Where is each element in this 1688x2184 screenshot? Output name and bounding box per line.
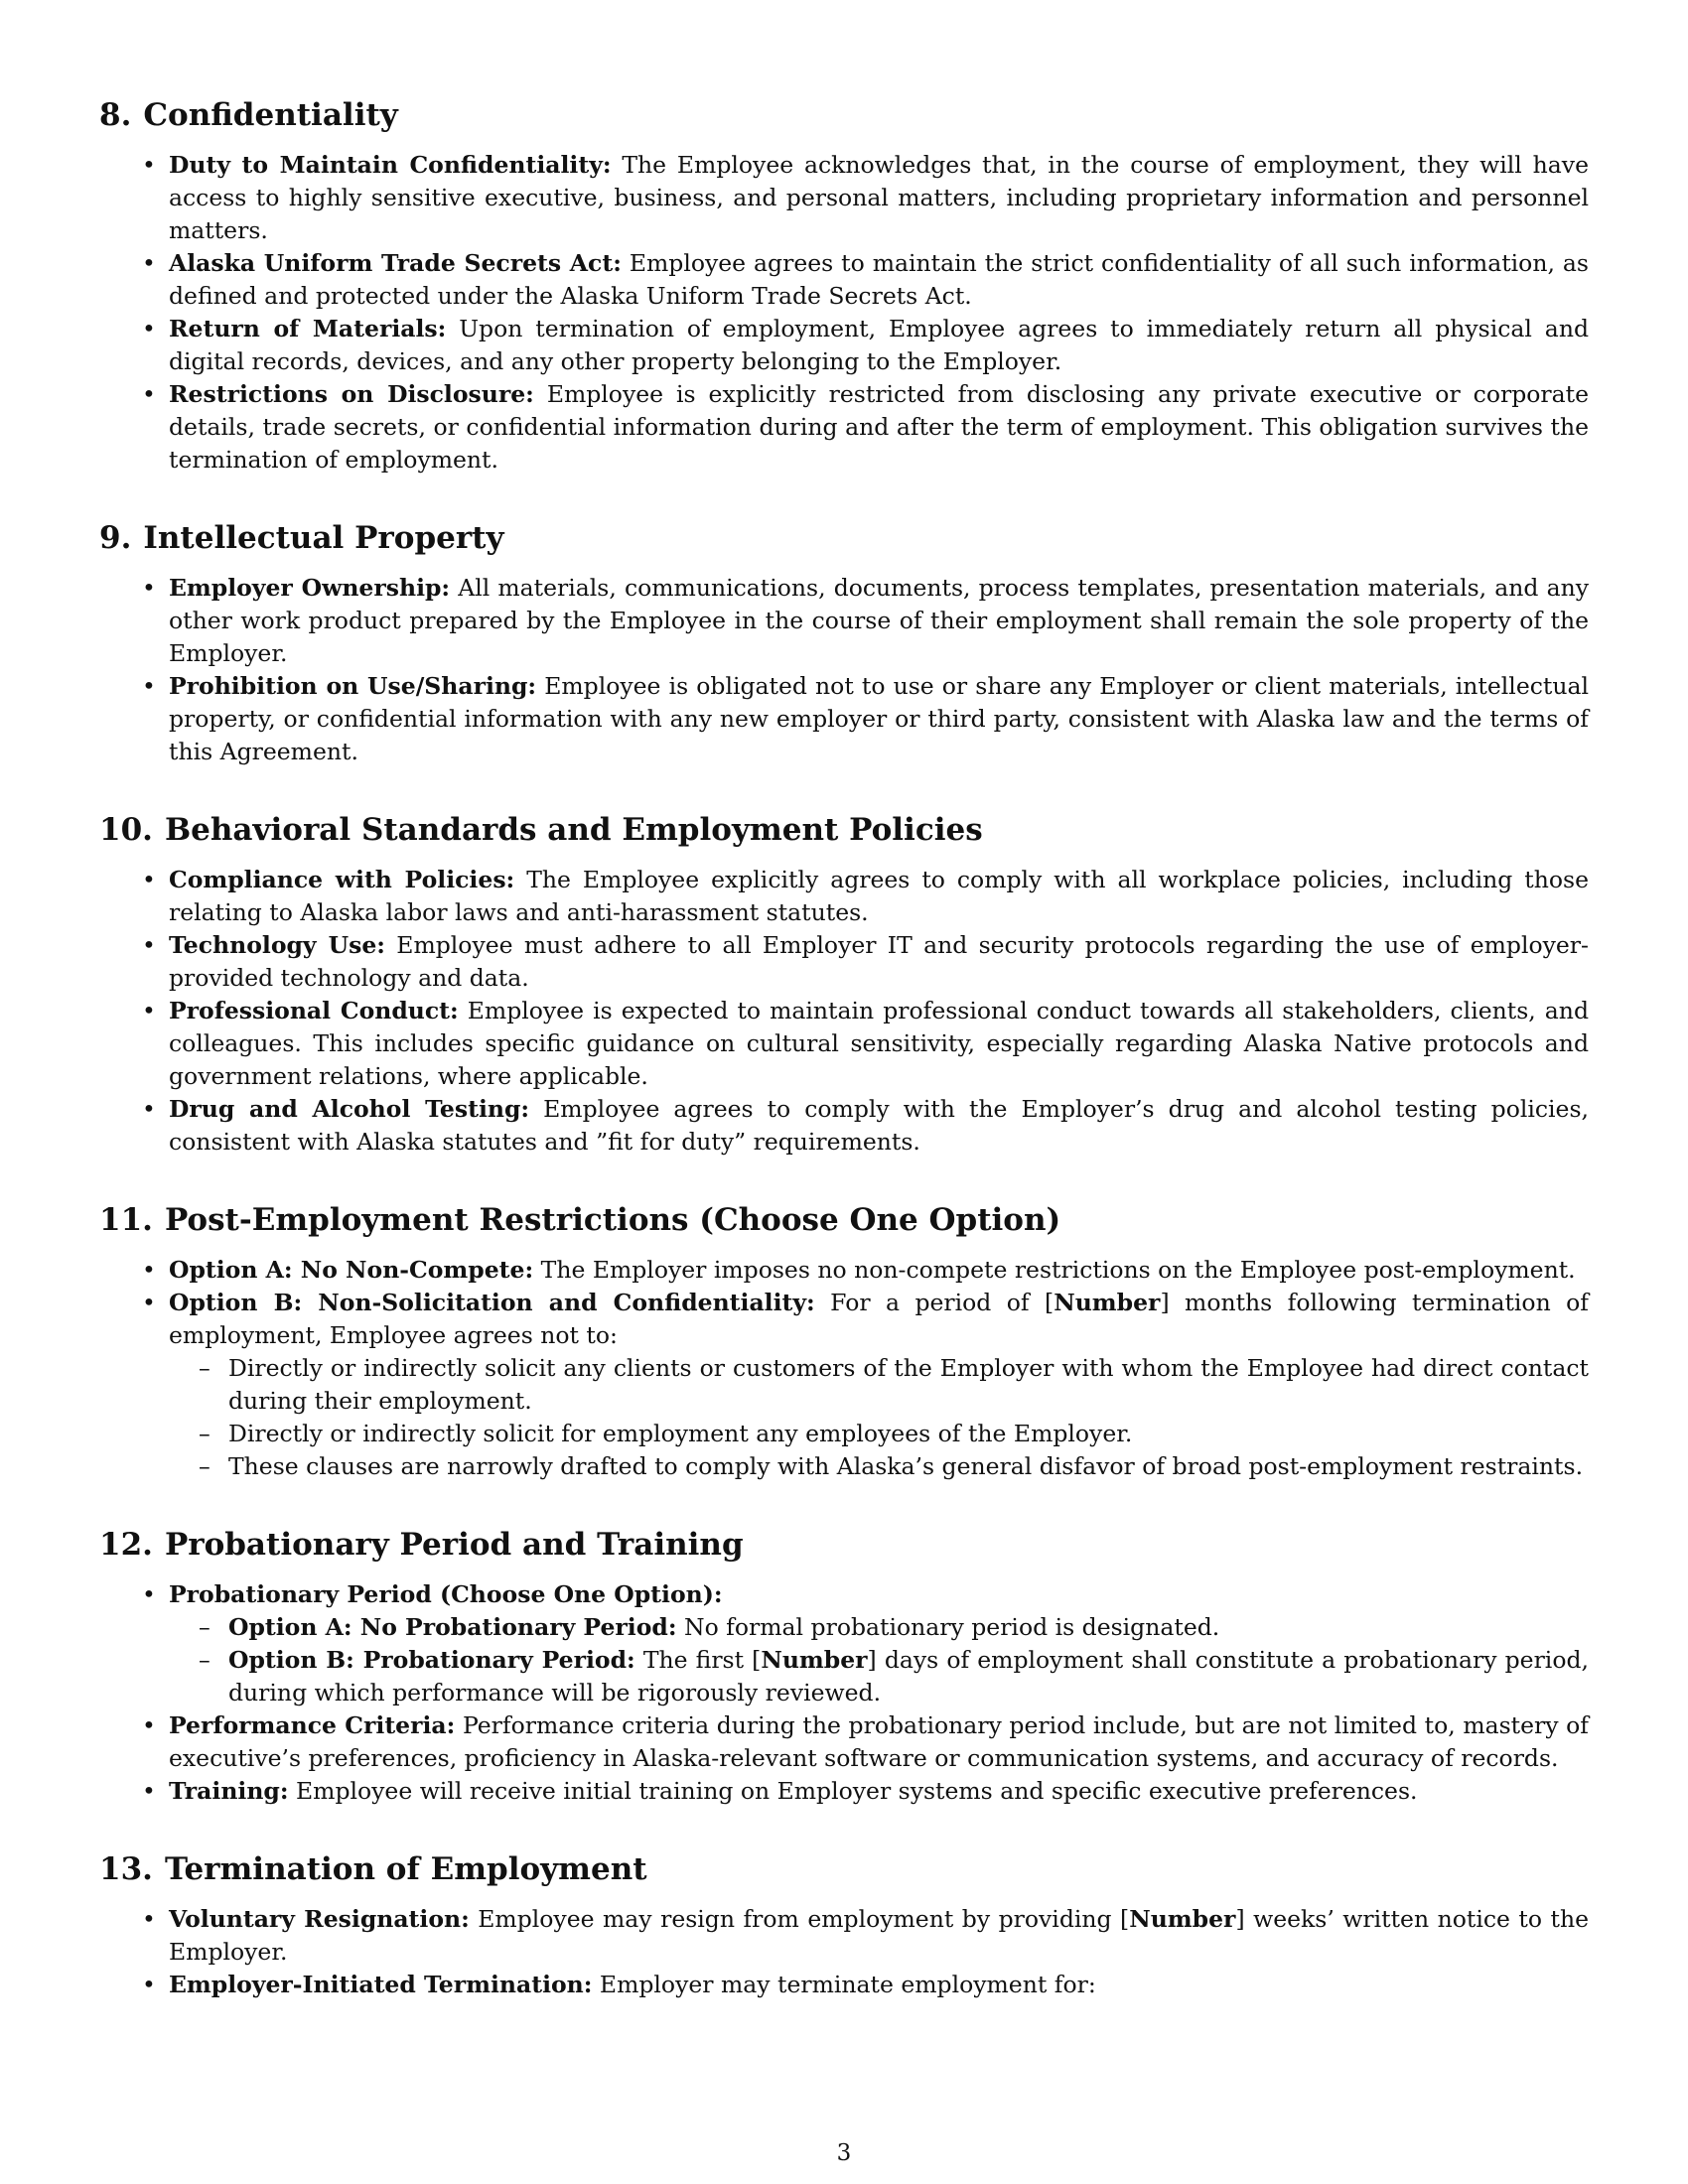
sub-list <box>169 1352 1589 1483</box>
number-placeholder: Number <box>1129 1905 1236 1933</box>
sub-list-item: – Option B: Probationary Period: The first [Number] days of employment shall constitute a probationary period, during which performance will be rigorously reviewed. <box>228 1644 1589 1709</box>
section-termination <box>99 1849 1589 2001</box>
list-item: • Drug and Alcohol Testing: Employee agrees to comply with the Employer’s drug and alcohol testing policies, consistent with Alaska statutes and ”fit for duty” requirements. <box>169 1093 1589 1159</box>
section-heading: 9. Intellectual Property <box>99 520 504 556</box>
section-heading: 12. Probationary Period and Training <box>99 1527 744 1563</box>
sub-list-item: – Directly or indirectly solicit for employment any employees of the Employer. <box>228 1418 1589 1450</box>
section-list <box>99 1254 1589 1483</box>
list-item: • Voluntary Resignation: Employee may resign from employment by providing [Number] weeks’ written notice to the Employer. <box>169 1903 1589 1969</box>
section-heading: 11. Post-Employment Restrictions (Choose One Option) <box>99 1202 1061 1238</box>
section-list <box>99 149 1589 477</box>
section-heading: 10. Behavioral Standards and Employment Policies <box>99 812 983 848</box>
section-list <box>99 1578 1589 1808</box>
list-item: • Compliance with Policies: The Employee explicitly agrees to comply with all workplace policies, including those relating to Alaska labor laws and anti-harassment statutes. <box>169 864 1589 929</box>
sub-list <box>169 1611 1589 1709</box>
list-item: • Option A: No Non-Compete: The Employer imposes no non-compete restrictions on the Employee post-employment. <box>169 1254 1589 1287</box>
section-probationary-period <box>99 1525 1589 1808</box>
section-post-employment-restrictions <box>99 1200 1589 1483</box>
list-item: • Restrictions on Disclosure: Employee is explicitly restricted from disclosing any private executive or corporate details, trade secrets, or confidential information during and after the term of employment. This obligation survives the termination of employment. <box>169 378 1589 477</box>
sub-list-item: – These clauses are narrowly drafted to comply with Alaska’s general disfavor of broad post-employment restraints. <box>228 1450 1589 1483</box>
list-item: • Return of Materials: Upon termination of employment, Employee agrees to immediately return all physical and digital records, devices, and any other property belonging to the Employer. <box>169 313 1589 378</box>
list-item: • Option B: Non-Solicitation and Confidentiality: For a period of [Number] months following termination of employment, Employee agrees not to: – Directly or indirectly solicit any clients or customers of the Employer with whom the Employee had direct contact during their employment. – Directly or indirectly solicit for employment any employees of the Employer. – These clauses are narrowly drafted to comply with Alaska’s general disfavor of broad post-employment restraints. <box>169 1287 1589 1483</box>
section-intellectual-property <box>99 518 1589 768</box>
section-list <box>99 572 1589 768</box>
list-item: • Technology Use: Employee must adhere to all Employer IT and security protocols regarding the use of employer-provided technology and data. <box>169 929 1589 995</box>
sub-list-item: – Directly or indirectly solicit any clients or customers of the Employer with whom the Employee had direct contact during their employment. <box>228 1352 1589 1418</box>
list-item: • Alaska Uniform Trade Secrets Act: Employee agrees to maintain the strict confidentiality of all such information, as defined and protected under the Alaska Uniform Trade Secrets Act. <box>169 247 1589 313</box>
page-number: 3 <box>836 2140 852 2166</box>
list-item: • Training: Employee will receive initial training on Employer systems and specific executive preferences. <box>169 1775 1589 1808</box>
list-item: • Performance Criteria: Performance criteria during the probationary period include, but are not limited to, mastery of executive’s preferences, proficiency in Alaska-relevant software or communication systems, and accuracy of records. <box>169 1709 1589 1775</box>
section-confidentiality <box>99 95 1589 477</box>
sub-list-item: – Option A: No Probationary Period: No formal probationary period is designated. <box>228 1611 1589 1644</box>
section-heading: 13. Termination of Employment <box>99 1851 647 1887</box>
section-list <box>99 1903 1589 2001</box>
list-item: • Employer Ownership: All materials, communications, documents, process templates, presentation materials, and any other work product prepared by the Employee in the course of their employment shall remain the sole property of the Employer. <box>169 572 1589 670</box>
number-placeholder: Number <box>1054 1289 1161 1316</box>
list-item: • Professional Conduct: Employee is expected to maintain professional conduct towards all stakeholders, clients, and colleagues. This includes specific guidance on cultural sensitivity, especially regarding Alaska Native protocols and government relations, where applicable. <box>169 995 1589 1093</box>
document-body <box>99 95 1589 2043</box>
number-placeholder: Number <box>761 1646 868 1674</box>
list-item: • Duty to Maintain Confidentiality: The Employee acknowledges that, in the course of employment, they will have access to highly sensitive executive, business, and personal matters, including proprietary information and personnel matters. <box>169 149 1589 247</box>
section-list <box>99 864 1589 1159</box>
list-item: • Employer-Initiated Termination: Employer may terminate employment for: <box>169 1969 1589 2001</box>
section-heading: 8. Confidentiality <box>99 97 398 133</box>
list-item: • Prohibition on Use/Sharing: Employee is obligated not to use or share any Employer or client materials, intellectual property, or confidential information with any new employer or third party, consistent with Alaska law and the terms of this Agreement. <box>169 670 1589 768</box>
section-behavioral-standards <box>99 810 1589 1159</box>
list-item: • Probationary Period (Choose One Option): – Option A: No Probationary Period: No formal probationary period is designated. – Option B: Probationary Period: The first [Number] days of employment shall constitute a probationary period, during which performance will be rigorously reviewed. <box>169 1578 1589 1709</box>
